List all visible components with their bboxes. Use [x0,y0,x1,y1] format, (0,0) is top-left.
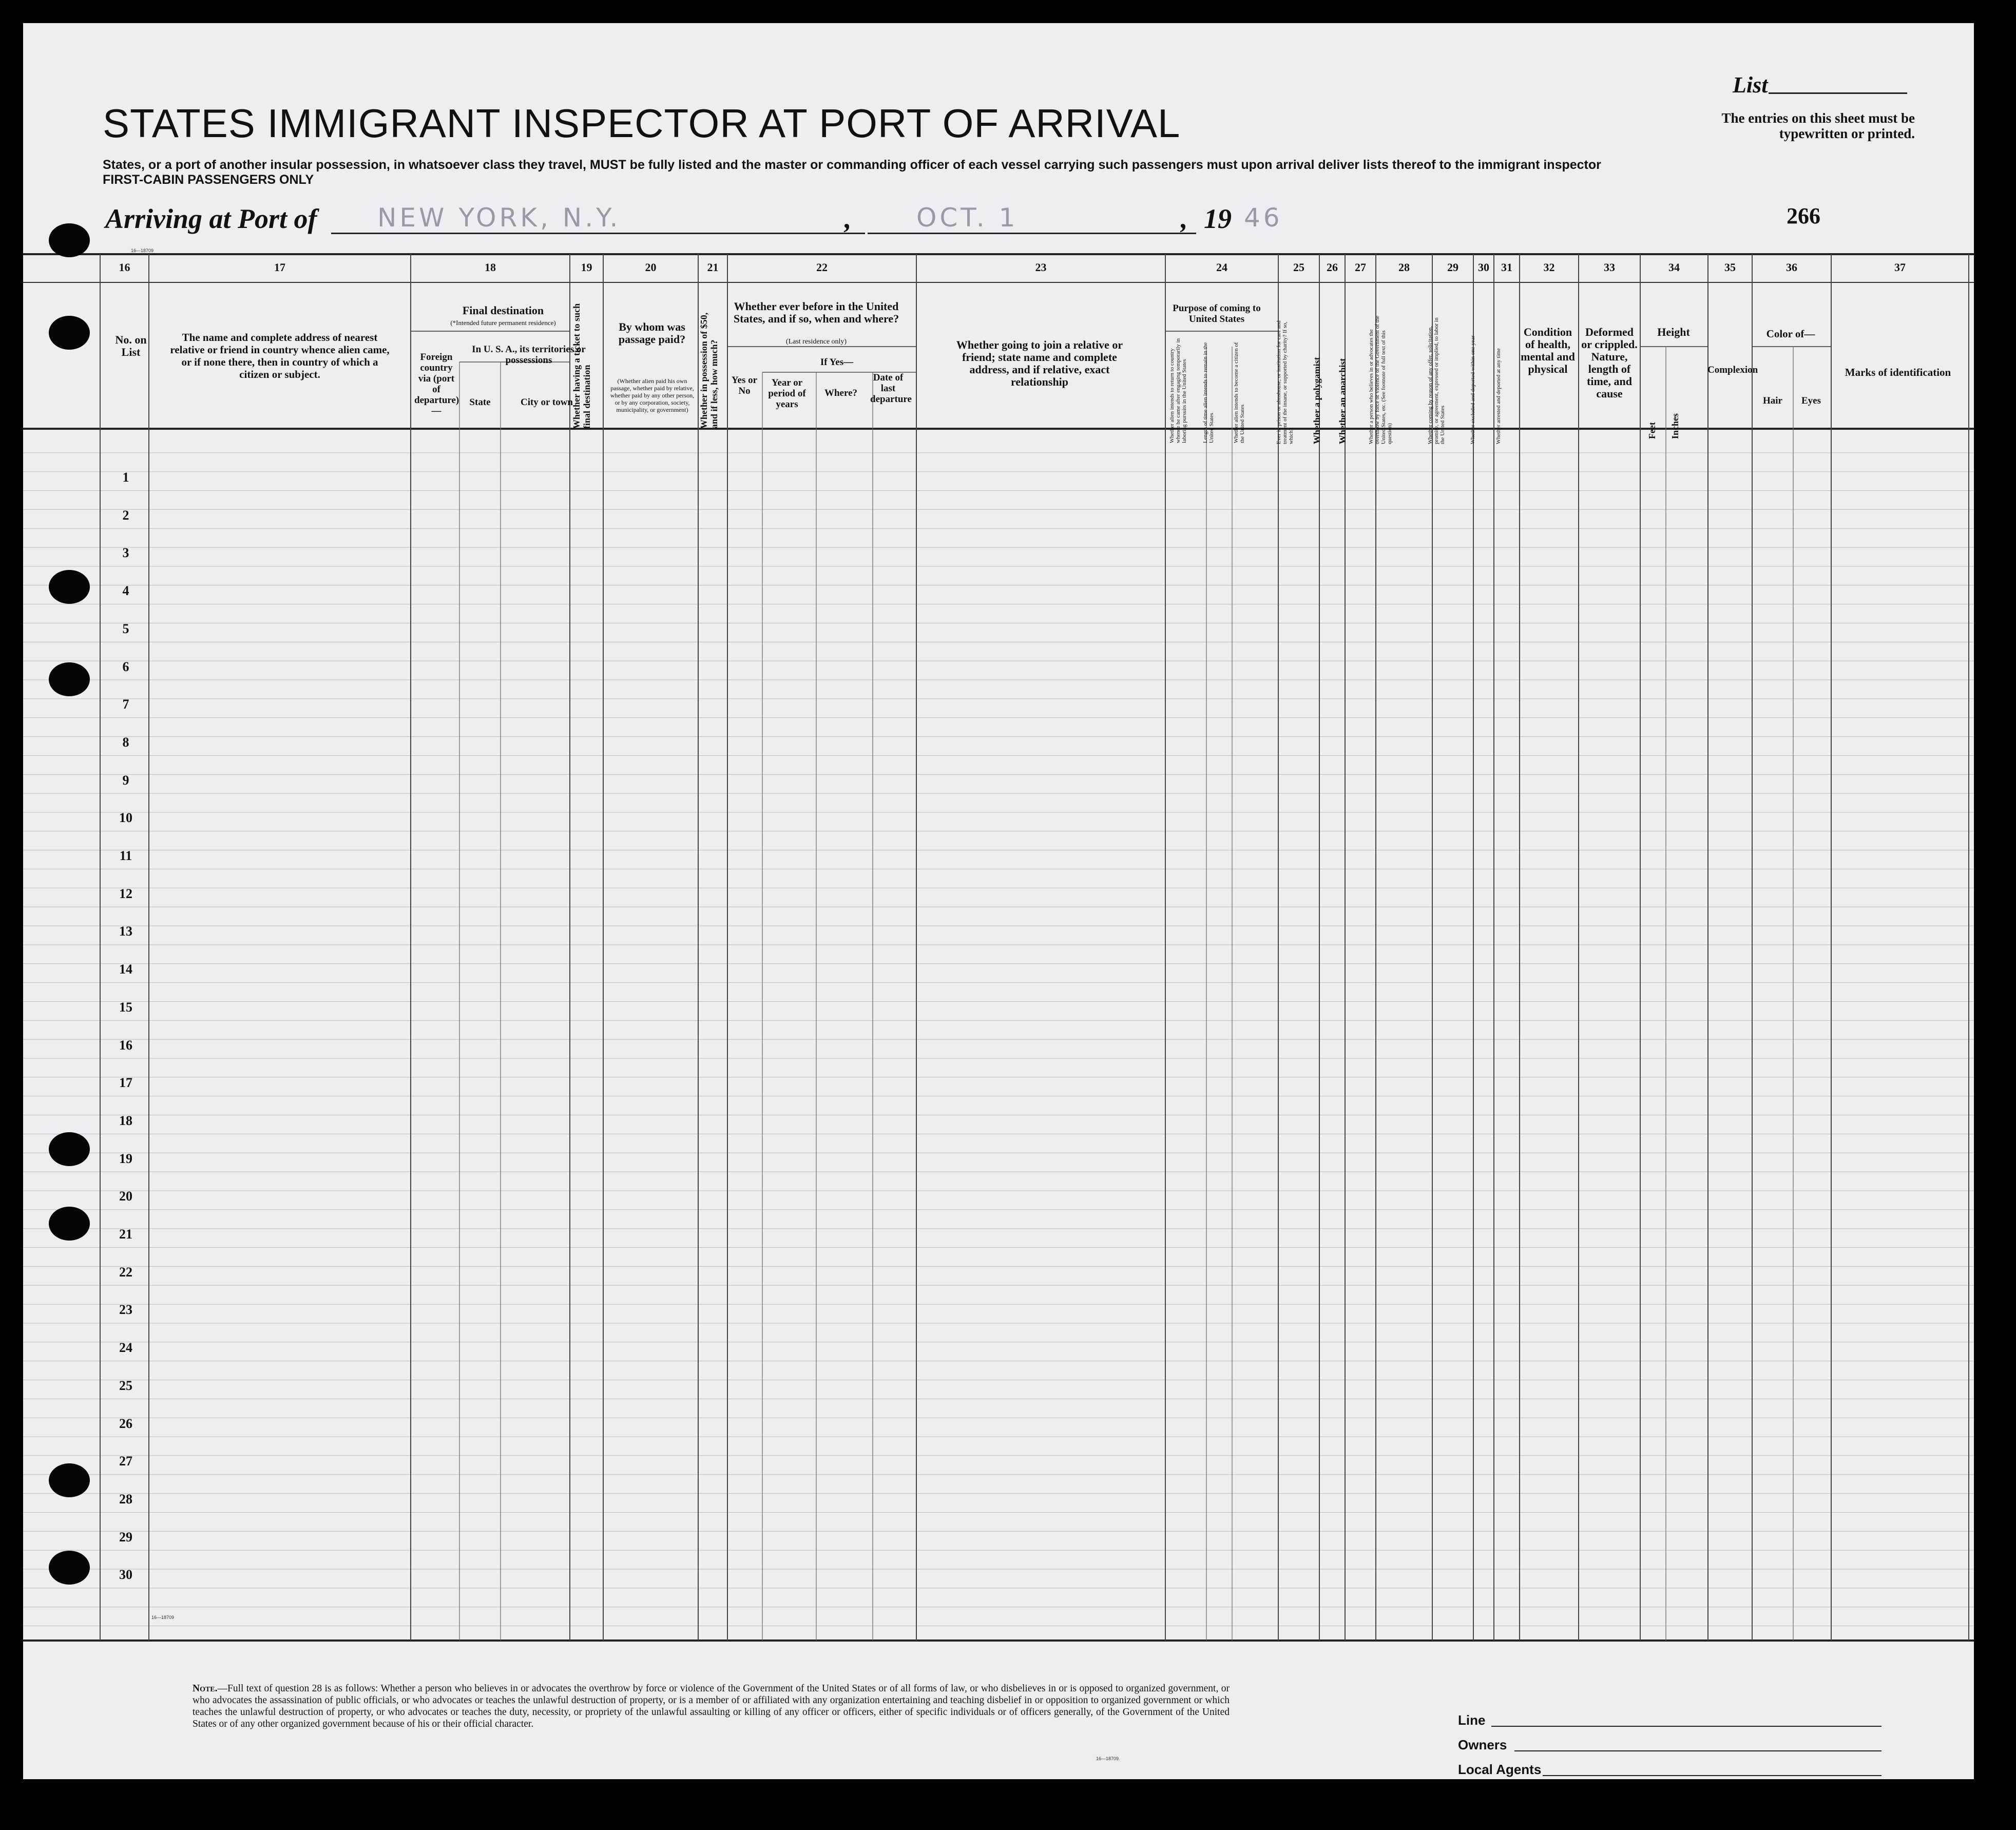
col29-header: Whether coming by reason of any offer, solicitation, promise, or agreement, expressed or implied, to labor in the United States [1427,317,1446,444]
row-number: 20 [119,1189,132,1204]
row-number: 19 [119,1151,132,1166]
row-number: 8 [122,734,129,750]
col19-header: Whether having a ticket to such final destination [571,303,592,429]
col24-c: Whether alien intends to become a citizen of the United States [1233,342,1245,443]
row-number: 1 [122,470,129,485]
row-number: 13 [119,924,132,939]
col24-b: Length of time alien intends to remain in the United States [1202,342,1215,443]
year-prefix: 19 [1204,203,1232,234]
col22-header: Whether ever before in the United States, and if so, when and where? [733,300,899,325]
col28-header: Whether a person who believes in or advocates the overthrow by force or violence of the Government of the United States, etc. (See footnote of full text of this question) [1368,315,1393,444]
column-number: 34 [1668,261,1680,274]
form-title: STATES IMMIGRANT INSPECTOR AT PORT OF ARRIVAL [103,101,1181,146]
local-agents-label: Local Agents [1458,1762,1542,1777]
binder-hole [49,1463,90,1497]
column-number: 25 [1293,261,1304,274]
col18-note: (*Intended future permanent residence) [450,319,556,327]
col22-note: (Last residence only) [785,338,847,346]
form-code-bottom: 16—18709. [1096,1756,1120,1761]
col21-header: Whether in possession of $50, and if less, how much? [699,312,719,429]
form-code: 16—18709 [131,248,154,253]
col20-note: (Whether alien paid his own passage, whether paid by relative, whether paid by any other person, or by any corporation, society, municipality, or government) [610,377,695,413]
column-number: 37 [1894,261,1906,274]
col35-header: Complexion [1707,365,1758,375]
owners-field[interactable] [1514,1750,1881,1751]
col23-header: Whether going to join a relative or friend; state name and complete address, and if relative, exact relationship [956,338,1123,388]
column-number: 16 [119,261,130,274]
row-number: 30 [119,1567,132,1583]
col31-header: Whether arrested and deported at any time [1495,348,1502,444]
row-number: 11 [119,848,132,863]
row-number: 17 [119,1075,132,1091]
column-number: 36 [1786,261,1797,274]
column-number: 23 [1035,261,1047,274]
col22-ifyes: If Yes— [820,357,854,368]
row-number: 4 [122,583,129,599]
passenger-class: FIRST-CABIN PASSENGERS ONLY [103,173,314,187]
binder-hole [49,1551,90,1585]
column-number: 29 [1447,261,1458,274]
col25-header: Ever in prison or almshouse, or institution for care and treatment of the insane, or supported by charity? If so, which? [1276,320,1294,444]
note-text: —Full text of question 28 is as follows: Whether a person who believes in or advocates the overthrow by force or violence of the Government of the United States or of all forms of law, or who disbelieves in or is opposed to organized government, or who advocates the assassination of public officials, or who advocates or teaches the unlawful destruction of property, or is a member of or affiliated with any organization entertaining and teaching disbelief in or opposition to organized government or which teaches the unlawful destruction of property, or who advocates or teaches the duty, necessity, or propriety of the unlawful assaulting or killing of any officer or officers, either of specific individuals or of officers generally, of the Government of the United States or of any other organized government because of his or their official character. [193,1683,1230,1729]
binder-hole [49,223,90,257]
column-number: 22 [816,261,828,274]
row-number: 28 [119,1491,132,1507]
row-number: 21 [119,1227,132,1242]
col36-header: Color of— [1766,328,1815,340]
row-number: 6 [122,659,129,674]
column-number: 19 [581,261,592,274]
form-grid [23,23,1974,1779]
row-number: 15 [119,999,132,1015]
note-label: Note. [193,1683,218,1694]
row-number: 9 [122,772,129,788]
row-number: 22 [119,1264,132,1280]
row-number: 18 [119,1113,132,1128]
form-subtitle: States, or a port of another insular possession, in whatsoever class they travel, MUST be fully listed and the master or commanding officer of each vessel carrying such passengers must upon arrival deliver lists thereof to the immigrant inspector [103,158,1601,172]
binder-hole [49,662,90,696]
row-number: 2 [122,507,129,523]
column-number: 32 [1543,261,1555,274]
column-number: 21 [707,261,719,274]
column-number: 28 [1398,261,1410,274]
binder-hole [49,1132,90,1166]
col36-eyes: Eyes [1801,395,1821,406]
col17-header: The name and complete address of nearest relative or friend in country whence alien came, or if none there, then in country of which a citizen or subject. [170,331,390,380]
row-number: 7 [122,697,129,712]
owners-label: Owners [1458,1737,1507,1752]
column-number: 20 [645,261,657,274]
col24-header: Purpose of coming to United States [1173,303,1261,325]
list-label: List [1733,72,1768,98]
col32-header: Condition of health, mental and physical [1521,326,1575,375]
line-field[interactable] [1491,1726,1881,1727]
local-agents-field[interactable] [1543,1775,1881,1776]
col22-yesno: Yes or No [731,375,758,396]
year-field[interactable]: 46 [1244,203,1283,233]
row-number: 25 [119,1378,132,1393]
typewritten-notice: The entries on this sheet must be typewritten or printed. [1721,110,1915,141]
line-label: Line [1458,1712,1486,1728]
column-number: 33 [1604,261,1615,274]
row-number: 5 [122,621,129,636]
col18-usa: In U. S. A., its territories or possessions [472,344,586,366]
row-number: 26 [119,1416,132,1431]
col34-inches: Inches [1670,413,1680,439]
column-number: 31 [1501,261,1512,274]
binder-hole [49,316,90,350]
col18-header: Final destination [462,304,544,317]
col34-header: Height [1657,326,1690,338]
col24-a: Whether alien intends to return to country whence he came after engaging temporarily in laboring pursuits in the United States [1169,338,1187,443]
column-number: 17 [274,261,285,274]
row-number: 24 [119,1340,132,1356]
date-field[interactable]: OCT. 1 [916,203,1019,233]
question-28-note [193,1683,1230,1730]
row-number: 12 [119,886,132,901]
col22-date: Date of last departure [870,372,912,405]
col26-header: Whether a polygamist [1312,357,1322,444]
col30-header: Whether excluded and deported within one year [1470,335,1476,444]
form-sheet: STATES IMMIGRANT INSPECTOR AT PORT OF ARRIVAL List The entries on this sheet must be typewritten or printed. States, or a port of another insular possession, in whatsoever class they travel, MUST be fully listed and the master or commanding officer of each vessel carrying such passengers must upon arrival deliver lists thereof to the immigrant inspector FIRST-CABIN PASSENGERS ONLY Arriving at Port of NEW YORK, N.Y. , OCT. 1 , 19 46 266 16—18709 16 17 18 19 20 21 22 23 24 25 26 27 28 29 30 31 32 33 34 35 36 37 No. on List The name and complete address of nearest relative or friend in country whence alien came, or if none there, then in country of which a citizen or subject. Final destination (*Intended future permanent residence) Foreign country via (port of departure)— In U. S. A., its territories or possessions State City or town Whether having a ticket to such final destination By whom was passage paid? (Whether alien paid his own passage, whether paid by relative, whether paid by any other person, or by any corporation, society, municipality, or government) Whether in possession of $50, and if less, how much? Whether ever before in the United States, and if so, when and where? (Last residence only) If Yes— Yes or No Year or period of years Where? Date of last departure Whether going to join a relative or friend; state name and complete address, and if relative, exact relationship Purpose of coming to United States Whether alien intends to return to country whence he came after engaging temporarily in laboring pursuits in the United States Length of time alien intends to remain in the United States Whether alien intends to become a citizen of the United States Ever in prison or almshouse, or institution for care and treatment of the insane, or supported by charity? If so, which? Whether a polygamist Whether an anarchist Whether a person who believes in or advocates the overthrow by force or violence of the Government of the United States, etc. (See footnote of full text of this question) Whether coming by reason of any offer, solicitation, promise, or agreement, expressed or implied, to labor in the United States Whether excluded and deported within one year Whether arrested and deported at any time Condition of health, mental and physical Deformed or crippled. Nature, length of time, and cause Height Feet Inches Complexion Color of— Hair Eyes Marks of identification 1 2 3 4 5 6 7 8 9 10 11 12 13 14 15 16 17 18 19 20 21 22 23 24 25 26 27 28 29 30 16—18709 Note.—Full text of question 28 is as follows: Whether a person who believes in or advocates the overthrow by force or violence of the Government of the United States or of all forms of law, or who disbelieves in or is opposed to organized government, or who advocates the assassination of public officials, or who advocates or teaches the unlawful destruction of property, or is a member of or affiliated with any organization entertaining and teaching disbelief in or opposition to organized government or which teaches the unlawful destruction of property, or who advocates or teaches the duty, necessity, or propriety of the unlawful assaulting or killing of any officer or officers, either of specific individuals or of officers generally, of the Government of the United States or of any other organized government because of his or their official character. 16—18709. Line Owners Local Agents [23,23,1974,1779]
col34-feet: Feet [1647,422,1657,439]
col37-header: Marks of identification [1845,366,1951,378]
col18-state: State [469,397,491,408]
column-number: 35 [1724,261,1736,274]
row-number: 27 [119,1454,132,1469]
column-number: 18 [485,261,496,274]
row-number: 10 [119,810,132,826]
binder-hole [49,1207,90,1241]
column-number: 26 [1327,261,1338,274]
col33-header: Deformed or crippled. Nature, length of time, and cause [1581,326,1638,400]
column-number: 27 [1355,261,1366,274]
col20-header: By whom was passage paid? [618,320,686,346]
column-number: 30 [1478,261,1489,274]
col22-years: Year or period of years [768,377,806,410]
col27-header: Whether an anarchist [1337,358,1348,444]
form-code-lower: 16—18709 [151,1615,175,1620]
row-number: 3 [122,545,129,561]
binder-hole [49,570,90,604]
row-number: 29 [119,1529,132,1545]
page-number: 266 [1787,203,1820,228]
col22-where: Where? [824,388,858,398]
port-field[interactable]: NEW YORK, N.Y. [377,203,621,233]
row-number: 14 [119,962,132,977]
row-number: 16 [119,1037,132,1053]
arriving-label: Arriving at Port of [105,203,317,234]
col16-header: No. on List [115,333,147,358]
col36-hair: Hair [1763,395,1782,406]
row-number: 23 [119,1302,132,1318]
col18-foreign: Foreign country via (port of departure)— [414,352,459,416]
col18-city: City or town [520,397,573,408]
column-number: 24 [1216,261,1227,274]
